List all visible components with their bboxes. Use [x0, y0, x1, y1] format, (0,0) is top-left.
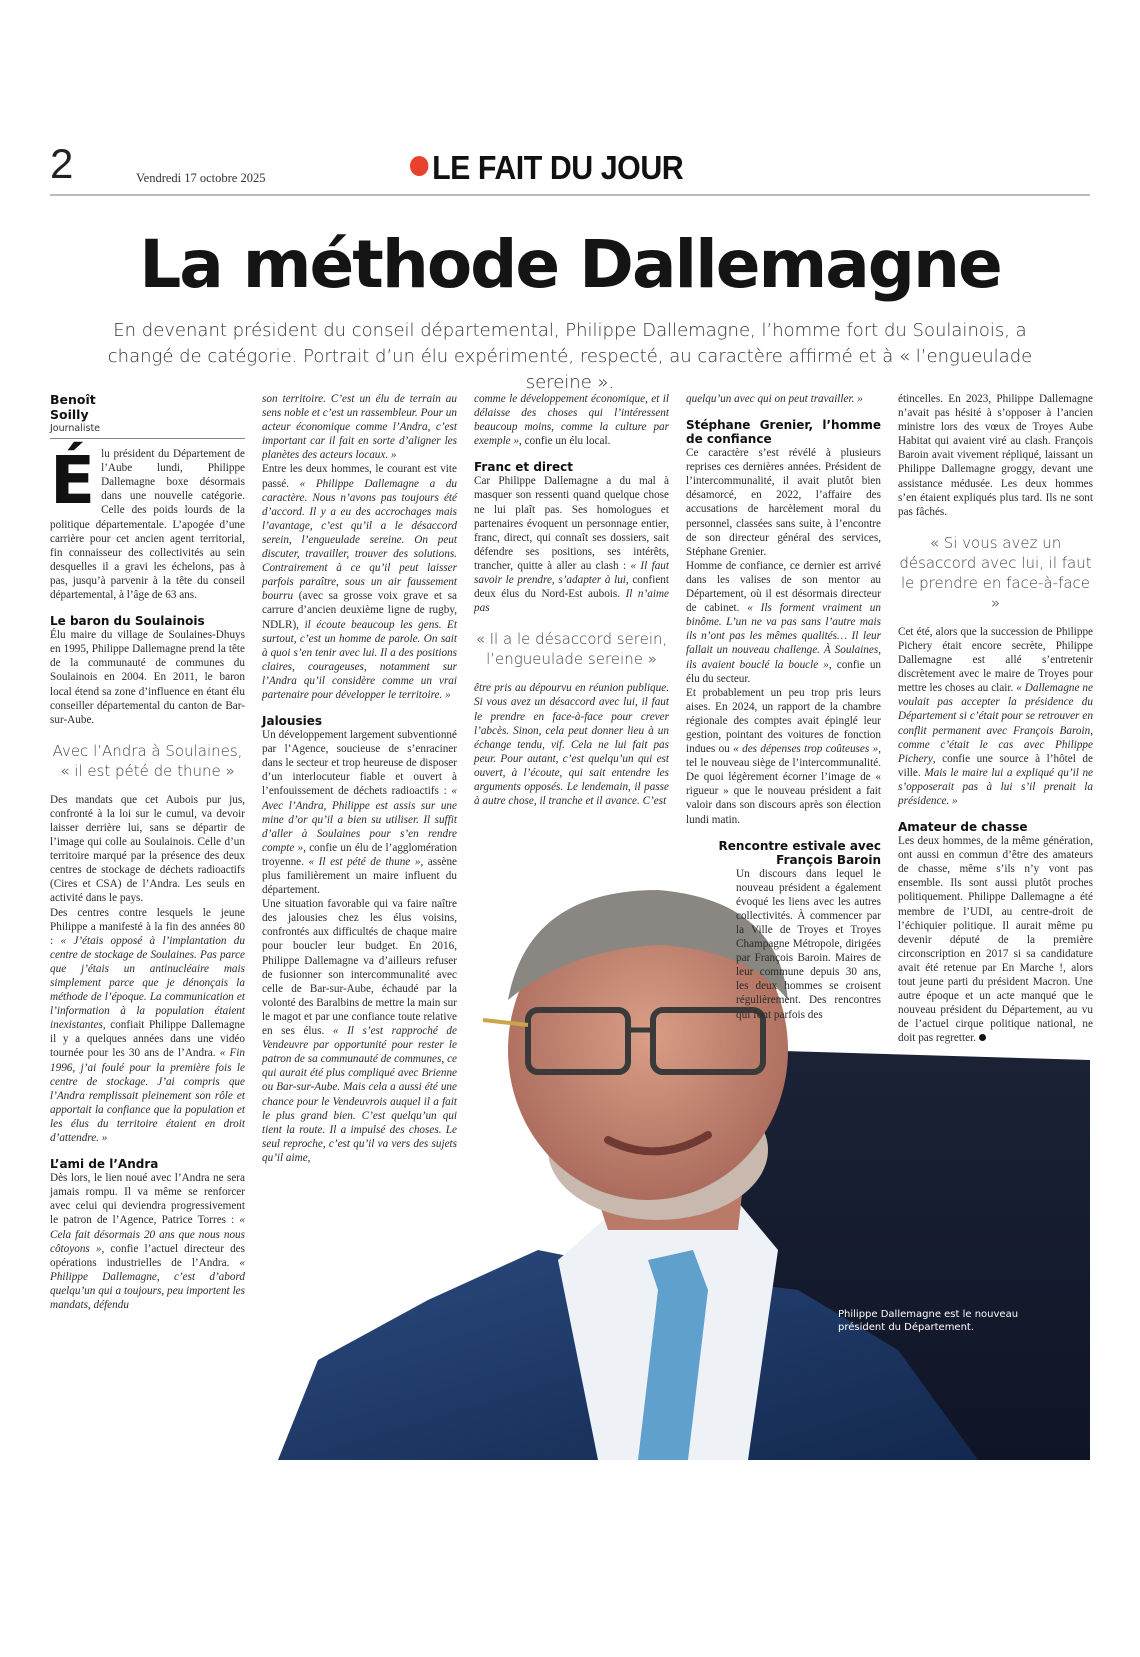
page-number: 2	[50, 140, 74, 187]
paragraph: Un développement largement subventionné par l’Agence, soucieuse de s’enraciner dans le secteur et trop heureuse de disposer d’un interlocuteur fiable et ouvert à l’enfouissement de déchets radioactifs : « Avec l’Andra, Philippe est assis sur une mine d’or qu’il a bien su utiliser. Il suffit d’aller à Soulaines pour s’en rendre compte », confie un élu de l’agglomération troyenne. « Il est pété de thune », assène plus familièrement un maire influent du département.	[262, 729, 458, 897]
paragraph: quelqu’un avec qui on peut travailler. »	[686, 393, 863, 405]
red-dot-icon	[410, 156, 428, 176]
paragraph: Cet été, alors que la succession de Philippe Pichery était encore secrète, Philippe Dallemagne est allé s’entretenir discrètement avec le maire de Troyes pour mettre les choses au clair. « Dallemagne ne voulait pas accepter la présidence du Département si c’était pour se retrouver en conflit permanent avec François Baroin, comme c’était le cas avec Philippe Pichery, confie une source à l’hôtel de ville. Mais le maire lui a expliqué qu’il ne s’opposerait pas à lui s’il prenait la présidence. »	[898, 625, 1094, 807]
paragraph: son territoire. C’est un élu de terrain au sens noble et c’est un rassembleur. Pour un acteur économique comme l’Andra, c’est important car il fait en sorte d’aligner les planètes des acteurs locaux. »	[262, 393, 457, 462]
paragraph: Des centres contre lesquels le jeune Philippe a manifesté à la fin des années 80 : « J’étais opposé à l’implantation du centre de stockage de Soulaines. Pas parce que j’étais un antinucléaire mais simplement parce que je dénonçais la méthode de l’époque. La communication et l’information à la population étaient inexistantes, confiait Philippe Dallemagne il y a quelques années dans une vidéo tournée pour les 30 ans de l’Andra. « Fin 1996, j’ai foulé pour la première fois le centre de stockage. J’ai compris que l’Andra remplissait pleinement son rôle et apportait la confiance que la population et les élus du territoire étaient en droit d’attendre. »	[50, 906, 245, 1145]
portrait-photo	[278, 890, 1090, 1460]
paragraph: Homme de confiance, ce dernier est arrivé dans les valises de son mentor au Département, où il est désormais directeur de cabinet. « Ils forment vraiment un binôme. L’un ne va pas sans l’autre mais ils n’ont pas les mêmes qualités… Il leur fallait un nouveau challenge. À Soulaines, ils avaient bouclé la boucle », confie un élu du secteur.	[686, 559, 882, 685]
rubric-label: LE FAIT DU JOUR	[432, 149, 684, 186]
author-role: Journaliste	[50, 422, 245, 439]
author-first-name: Benoît	[50, 392, 96, 407]
subheading: Rencontre estivale avec François Baroin	[718, 838, 881, 867]
subheading: Amateur de chasse	[898, 820, 1028, 835]
subheading: Franc et direct	[474, 460, 573, 475]
subheading: Stéphane Grenier, l’homme de confiance	[686, 418, 881, 447]
issue-date: Vendredi 17 octobre 2025	[136, 171, 266, 185]
paragraph: Dès lors, le lien noué avec l’Andra ne sera jamais rompu. Il va même se renforcer avec celui qui deviendra progressivement le patron de l’Agence, Patrice Torres : « Cela fait désormais 20 ans que nous nous côtoyons », confie l’actuel directeur des opérations industrielles de l’Andra. « Philippe Dallemagne, c’est d’abord quelqu’un qui a toujours, peu importent les mandats, défendu	[50, 1172, 245, 1311]
pull-quote: « Si vous avez un désaccord avec lui, il faut le prendre en face-à-face »	[899, 533, 1092, 612]
paragraph: Des mandats que cet Aubois pur jus, confronté à la loi sur le cumul, va devoir laisser derrière lui, sans se départir de l’image qui colle au Soulainois. Celle d’un territoire marqué par la présence des deux centres de stockage de déchets radioactifs (Cires et CSA) de l’Andra. Les seuls en activité dans le pays.	[50, 793, 245, 905]
standfirst: En devenant président du conseil départemental, Philippe Dallemagne, l’homme fort du Soulainois, a changé de catégorie. Portrait d’un élu expérimenté, respecté, au caractère affirmé et à « l’engueulade sereine ».	[107, 320, 1033, 393]
headline: La méthode Dallemagne	[139, 226, 1001, 303]
paragraph: Une situation favorable qui va faire naître des jalousies chez les élus voisins, confrontés aux difficultés de chaque maire pour boucler leur budget. En 2016, Philippe Dallemagne va d’ailleurs refuser de fusionner son intercommunalité avec celle de Bar-sur-Aube, échaudé par la volonté des Baralbins de mettre la main sur le magot et par une confiance toute relative en ses élus. « Il s’est rapproché de Vendeuvre par opportunité pour rester le patron de sa communauté de communes, ce qui aurait été plus compliqué avec Brienne ou Bar-sur-Aube. Mais cela a aussi été une chance pour le Vendeuvrois auquel il a fait le plus grand bien. C’est quelqu’un qui tient la route. Il a impulsé des choses. Le seul reproche, c’est qu’il va vers des sujets qu’il aime,	[262, 898, 457, 1164]
column-3	[474, 392, 669, 808]
subheading: Jalousies	[262, 714, 322, 729]
portrait-illustration	[278, 890, 1090, 1460]
dropcap: É	[50, 442, 96, 520]
paragraph: Un discours dans lequel le nouveau président a également évoqué les liens avec les autres collectivités. À commencer par la Ville de Troyes et Troyes Champagne Métropole, dirigées par François Baroin. Maires de leur commune depuis 30 ans, les deux hommes se croisent régulièrement. Des rencontres qui font parfois des	[736, 867, 881, 1021]
paragraph: étincelles. En 2023, Philippe Dallemagne n’avait pas hésité à s’opposer à l’ancien ministre lors des vœux de Troyes Aube Habitat qui avaient viré au clash. François Baroin avait vivement répliqué, laissant un Philippe Dallemagne groggy, devant une assistance médusée. Les deux hommes s’en étaient expliqués plus tard. Ils ne sont pas fâchés.	[898, 393, 1093, 518]
pull-quote: « Il a le désaccord serein, l’engueulade sereine »	[475, 630, 668, 669]
column-4	[686, 392, 881, 1022]
paragraph: Car Philippe Dallemagne a du mal à masquer son ressenti quand quelque chose ne lui plaît pas. Ses homologues et partenaires évoquent un personnage entier, franc, direct, qui connaît ses dossiers, sait défendre ses positions, ses intérêts, trancher, quitte à aller au clash : « Il faut savoir le prendre, s’adapter à lui, confient deux élus du Nord-Est aubois. Il n’aime pas	[474, 475, 669, 615]
photo-caption: Philippe Dallemagne est le nouveau président du Département.	[838, 1309, 1019, 1333]
page-header	[50, 138, 1090, 196]
intro-paragraph: Élu président du Département de l’Aube lundi, Philippe Dallemagne boxe désormais dans une nouvelle catégorie. Celle des poids lourds de la politique départementale. L’apogée d’une carrière pour cet ancien agent territorial, fin connaisseur des collectivités au sein desquelles il a gravi les échelons, pas à pas, jusqu’à parvenir à la tête du conseil départemental, à l’âge de 63 ans.	[50, 442, 245, 602]
paragraph: être pris au dépourvu en réunion publique. Si vous avez un désaccord avec lui, il faut le prendre en face-à-face pour crever l’abcès. Sinon, cela peut donner lieu à un échange tendu, vif. Cela ne lui fait pas peur. Pour autant, c’est quelqu’un qui est ouvert, à l’écoute, qui sait entendre les arguments opposés. Le lendemain, il passe à autre chose, il tranche et il avance. C’est	[474, 682, 669, 808]
subheading: L’ami de l’Andra	[50, 1157, 159, 1172]
paragraph: Entre les deux hommes, le courant est vite passé. « Philippe Dallemagne a du caractère. Nous n’avons pas toujours été d’accord. Il y a eu des accrochages mais l’avantage, c’est qu’il a le désaccord serein, l’engueulade sereine. On peut discuter, travailler, trouver des solutions. Contrairement à ce qu’il peut laisser parfois paraître, sous un air faussement bourru (avec sa grosse voix grave et sa carrure d’ancien deuxième ligne de rugby, NDLR), il écoute beaucoup les gens. Et surtout, c’est un homme de parole. On sait à quoi s’en tenir avec lui. Il a des positions claires, courageuses, notamment sur l’Andra qu’il considère comme un vrai partenaire pour développer le territoire. »	[262, 463, 458, 701]
paragraph: Élu maire du village de Soulaines-Dhuys en 1995, Philippe Dallemagne prend la tête de la communauté de communes du Soulainois en 2004. En 2011, le baron local étend sa zone d’influence en étant élu conseiller départemental du canton de Bar-sur-Aube.	[50, 629, 245, 726]
paragraph: comme le développement économique, et il délaisse des choses qui l’intéressent beaucoup moins, comme la culture par exemple », confie un élu local.	[474, 393, 669, 448]
column-1	[50, 392, 245, 1312]
paragraph: Et probablement un peu trop pris leurs aises. En 2024, un rapport de la chambre régionale des comptes avait épinglé leur gestion, pointant des voitures de fonction indues ou « des dépenses trop coûteuses », tel le nouveau siège de l’intercommunalité. De quoi légèrement écorner l’image de « rigueur » que le nouveau président a fait valoir dans son discours après son élection lundi matin.	[686, 686, 881, 826]
paragraph: Ce caractère s’est révélé à plusieurs reprises ces dernières années. Président de l’intercommunalité, il avait plutôt bien désamorcé, en 2022, l’affaire des accusations de harcèlement moral du personnel, classées sans suite, à l’encontre de son directeur général des services, Stéphane Grenier.	[686, 447, 881, 558]
section-rubric	[410, 150, 683, 186]
pull-quote: Avec l’Andra à Soulaines, « il est pété de thune »	[52, 741, 243, 780]
author-last-name: Soilly	[50, 407, 89, 422]
paragraph: Les deux hommes, de la même génération, ont aussi en commun d’être des amateurs de chasse, même s’ils n’y vont pas ensemble. Ils sont aussi plutôt proches politiquement. Philippe Dallemagne a été membre de l’UDI, au centre-droit de l’échiquier politique. Il aurait même pu devenir député de la première circonscription en 2017 si sa candidature avait été retenue par En Marche !, alors tout jeune parti du président Macron. Une autre époque et un acte manqué que le nouveau président du Département, au vu de l’actuel cirque politique national, ne doit pas regretter.	[898, 835, 1093, 1045]
subheading: Le baron du Soulainois	[50, 614, 205, 629]
